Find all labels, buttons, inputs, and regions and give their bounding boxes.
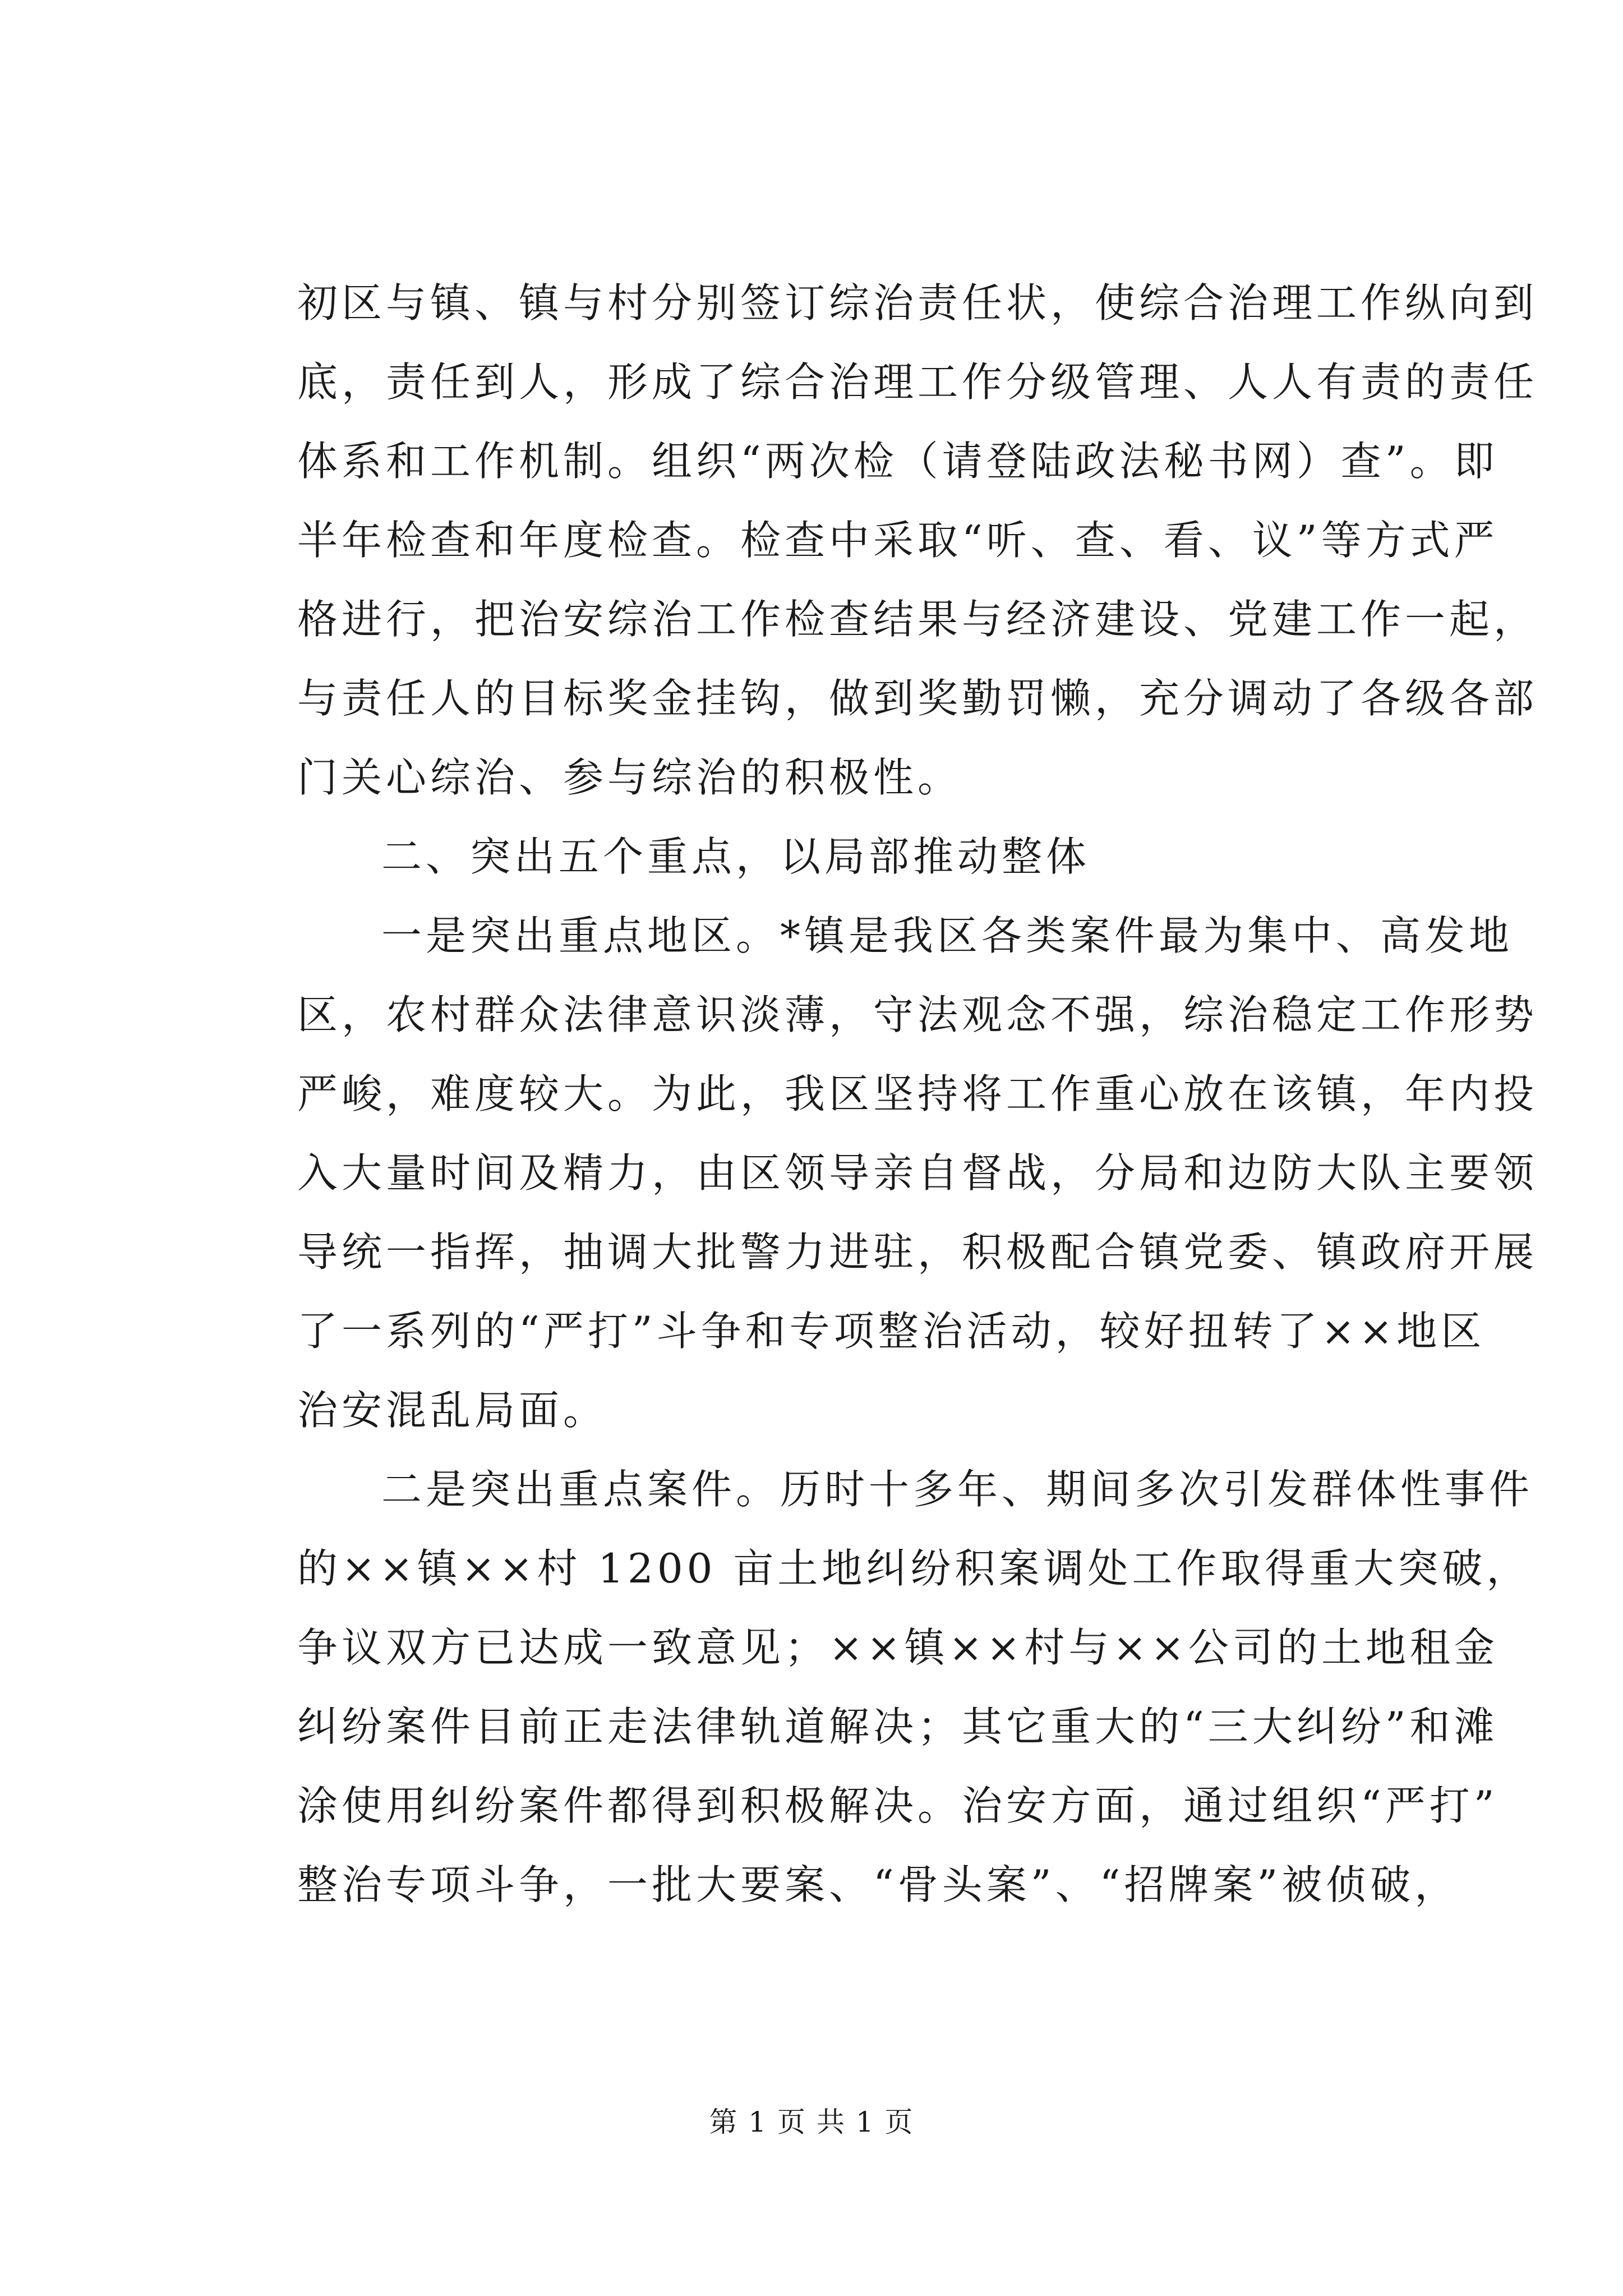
- text-line-16: 二是突出重点案件。历时十多年、期间多次引发群体性事件: [381, 1466, 1534, 1513]
- text-line-19: 纠纷案件目前正走法律轨道解决；其它重大的“三大纠纷”和滩: [297, 1703, 1498, 1750]
- text-line-14: 了一系列的“严打”斗争和专项整治活动，较好扭转了××地区: [297, 1308, 1486, 1355]
- text-line-7: 门关心综治、参与综治的积极性。: [297, 754, 962, 801]
- text-line-6: 与责任人的目标奖金挂钩，做到奖勤罚懒，充分调动了各级各部: [297, 675, 1538, 722]
- text-line-20: 涂使用纠纷案件都得到积极解决。治安方面，通过组织“严打”: [297, 1782, 1498, 1829]
- text-line-9: 一是突出重点地区。*镇是我区各类案件最为集中、高发地: [381, 912, 1514, 959]
- document-body: [297, 264, 1538, 1925]
- text-line-10: 区，农村群众法律意识淡薄，守法观念不强，综治稳定工作形势: [297, 991, 1538, 1038]
- text-line-21: 整治专项斗争，一批大要案、“骨头案”、“招牌案”被侦破，: [297, 1861, 1459, 1908]
- section-heading: 二、突出五个重点，以局部推动整体: [381, 833, 1091, 880]
- text-line-13: 导统一指挥，抽调大批警力进驻，积极配合镇党委、镇政府开展: [297, 1228, 1538, 1276]
- text-line-1: 初区与镇、镇与村分别签订综治责任状，使综合治理工作纵向到: [297, 279, 1538, 326]
- text-line-2: 底，责任到人，形成了综合治理工作分级管理、人人有责的责任: [297, 358, 1538, 406]
- text-line-17: 的××镇××村 1200 亩土地纠纷积案调处工作取得重大突破，: [297, 1545, 1531, 1592]
- text-line-11: 严峻，难度较大。为此，我区坚持将工作重心放在该镇，年内投: [297, 1070, 1538, 1117]
- text-line-12: 入大量时间及精力，由区领导亲自督战，分局和边防大队主要领: [297, 1149, 1538, 1197]
- text-line-4: 半年检查和年度检查。检查中采取“听、查、看、议”等方式严: [297, 517, 1498, 564]
- text-line-5: 格进行，把治安综治工作检查结果与经济建设、党建工作一起，: [297, 596, 1538, 643]
- text-line-15: 治安混乱局面。: [297, 1387, 608, 1434]
- text-line-3: 体系和工作机制。组织“两次检（请登陆政法秘书网）查”。即: [297, 438, 1498, 485]
- page-footer: 第 1 页 共 1 页: [709, 2106, 914, 2138]
- text-line-18: 争议双方已达成一致意见；××镇××村与××公司的土地租金: [297, 1624, 1498, 1671]
